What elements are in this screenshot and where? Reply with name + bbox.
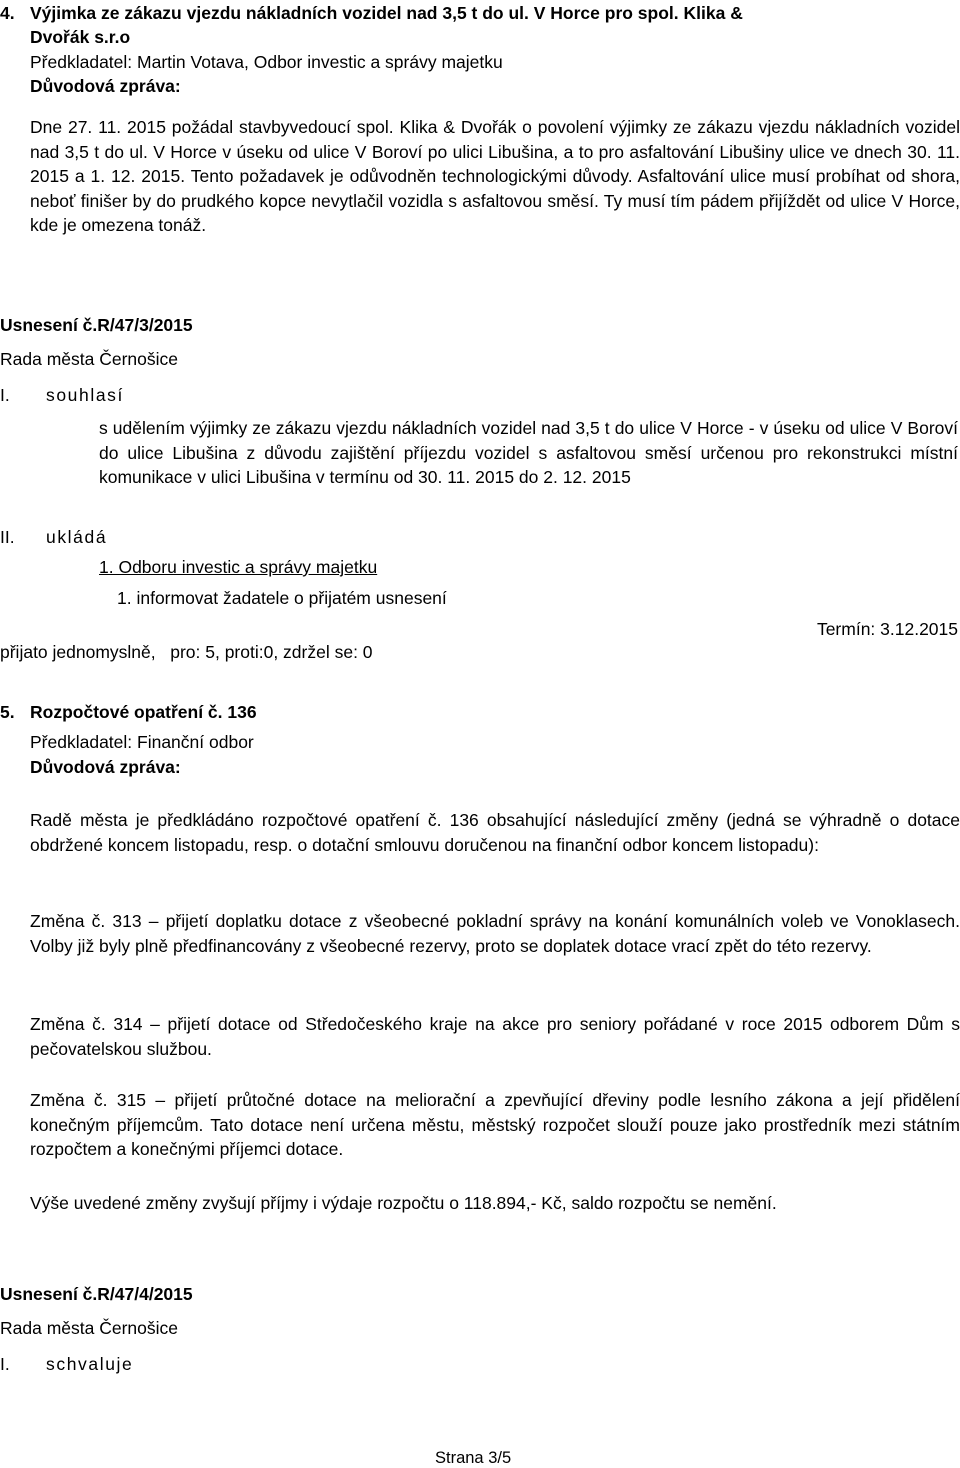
- section-5-council: Rada města Černošice: [0, 1318, 178, 1338]
- section-4-title-line-2: Dvořák s.r.o: [30, 27, 131, 47]
- section-4-presenter: Předkladatel: Martin Votava, Odbor investic a správy majetku: [30, 52, 503, 72]
- section-4-number: 4.: [0, 3, 15, 23]
- section-4-resolution-number: Usnesení č.R/47/3/2015: [0, 315, 193, 335]
- section-5-paragraph-2: Změna č. 313 – přijetí doplatku dotace z všeobecné pokladní správy na konání komunálních voleb ve Vonoklasech. Volby již byly plně předfinancovány z všeobecné rezervy, proto se doplatek dotace vrací zpět do této rezervy.: [30, 911, 960, 956]
- section-5-paragraph-1: Radě města je předkládáno rozpočtové opatření č. 136 obsahující následující změny (jedná se výhradně o dotace obdržené koncem listopadu, resp. o dotační smlouvu doručenou na finanční odbor koncem listopadu):: [30, 810, 960, 855]
- section-5-paragraph-4: Změna č. 315 – přijetí průtočné dotace na meliorační a zpevňující dřeviny podle lesního zákona a její přidělení konečným příjemcům. Tato dotace není určena městu, městský rozpočet slouží pouze jako prostředník mezi státním rozpočtem a konečnými příjemci dotace.: [30, 1090, 960, 1159]
- section-4-council: Rada města Černošice: [0, 349, 178, 369]
- section-4-item-2-verb: ukládá: [46, 527, 108, 547]
- section-4-item-1-verb: souhlasí: [46, 385, 124, 405]
- section-5-resolution-number: Usnesení č.R/47/4/2015: [0, 1284, 193, 1304]
- section-4-title-line-1: Výjimka ze zákazu vjezdu nákladních vozidel nad 3,5 t do ul. V Horce pro spol. Klika &: [30, 3, 743, 23]
- section-5-item-1-label: I.: [0, 1354, 10, 1374]
- section-5-paragraph-5: Výše uvedené změny zvyšují příjmy i výdaje rozpočtu o 118.894,- Kč, saldo rozpočtu se nemění.: [30, 1193, 777, 1213]
- section-4-report-text: Dne 27. 11. 2015 požádal stavbyvedoucí spol. Klika & Dvořák o povolení výjimky ze zákazu vjezdu nákladních vozidel nad 3,5 t do ul. V Horce v úseku od ulice V Boroví po ulici Libušina, a to pro asfaltování Libušiny ulice ve dnech 30. 11. 2015 a 1. 12. 2015. Tento požadavek je odůvodněn technologickými důvody. Asfaltování ulice musí probíhat od shora, neboť finišer by do prudkého kopce nevytlačil vozidla s asfaltovou směsí. Ty musí tím pádem přijíždět od ulice V Horce, kde je omezena tonáž.: [30, 117, 960, 235]
- section-4-deadline: Termín: 3.12.2015: [816, 619, 958, 639]
- section-5-report-heading: Důvodová zpráva:: [30, 757, 181, 777]
- section-4-item-2-label: II.: [0, 527, 15, 547]
- section-4-sub-1: 1. Odboru investic a správy majetku: [99, 557, 378, 577]
- section-5-title: Rozpočtové opatření č. 136: [30, 702, 257, 722]
- page-number: Strana 3/5: [435, 1449, 512, 1467]
- section-4-item-1-label: I.: [0, 385, 10, 405]
- section-4-sub-1-1: 1. informovat žadatele o přijatém usnesení: [117, 588, 447, 608]
- section-5-paragraph-3: Změna č. 314 – přijetí dotace od Středočeského kraje na akce pro seniory pořádané v roce 2015 odborem Dům s pečovatelskou službou.: [30, 1014, 960, 1059]
- section-4-vote: přijato jednomyslně, pro: 5, proti:0, zdržel se: 0: [0, 642, 373, 662]
- section-4-report-heading: Důvodová zpráva:: [30, 76, 181, 96]
- section-5-item-1-verb: schvaluje: [46, 1354, 134, 1374]
- section-5-presenter: Předkladatel: Finanční odbor: [30, 732, 254, 752]
- section-4-item-1-text: s udělením výjimky ze zákazu vjezdu nákladních vozidel nad 3,5 t do ulice V Horce - v úseku od ulice V Boroví do ulice Libušina z důvodu zajištění příjezdu vozidel s asfaltovou směsí určenou pro rekonstrukci místní komunikace v ulici Libušina v termínu od 30. 11. 2015 do 2. 12. 2015: [99, 418, 958, 487]
- section-5-number: 5.: [0, 702, 15, 722]
